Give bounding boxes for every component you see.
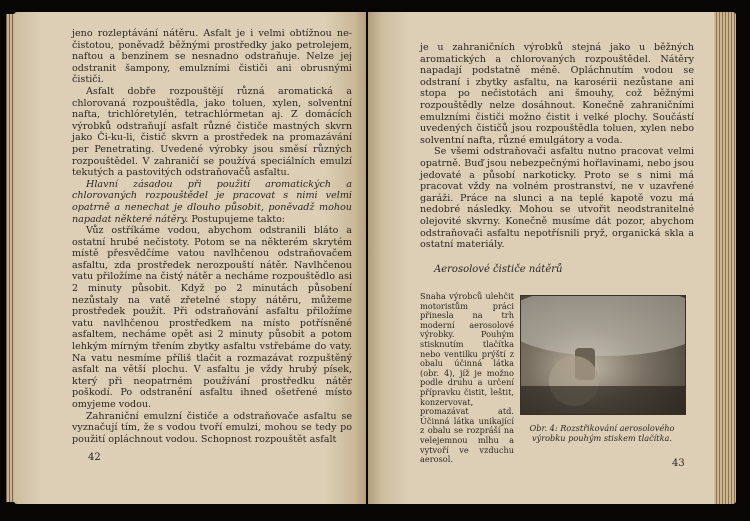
right-page-edges: [714, 12, 736, 504]
section-heading: Aerosolové čističe nátěrů: [434, 264, 563, 275]
right-page: [368, 12, 714, 504]
right-page-body: [420, 42, 694, 251]
photo-car-body: [520, 295, 686, 356]
left-page-number: 42: [88, 452, 101, 463]
left-page-body: [72, 28, 352, 445]
left-paragraph-3: [72, 179, 352, 225]
right-paragraph-2: Se všemi odstraňovači asfaltu nutno pracovat velmi opatrně. Buď jsou nebezpečnými hořlavinami, nebo jsou jedovaté a působí narkoticky. Proto se s nimi má pracovat vždy na volném prostranství, ne v uzavřené garáži. Práce na slunci a na teplé kapotě vozu má nedobré následky. Mohou se utvořit neodstranitelné olejovité skvrny. Konečně musíme dát pozor, abychom odstraňovači asfaltu nepotřísnili pryž, organická skla a ostatní materiály.: [420, 146, 694, 251]
aerosol-description: Snaha výrobců ulehčit motoristům práci přinesla na trh moderní aerosolové výrobky. Pouhým stisknutím tlačítka nebo ventilku prýští z obalu účinná látka (obr. 4), jíž je možno podle druhu a určení přípravku čistit, leštit, konzervovat, promazávat atd. Účinná látka unikající z obalu se rozpráší na velejemnou mlhu a vytvoří ve vzduchu aerosol.: [420, 291, 514, 465]
figure-photo: [520, 295, 686, 415]
left-paragraph-5: Zahraniční emulzní čističe a odstraňovače asfaltu se vyznačují tím, že s vodou tvoří emulzi, mohou se tedy po použití opláchnout vodou. Schopnost rozpouštět asfalt: [72, 410, 352, 445]
left-paragraph-1: jeno rozleptávání nátěru. Asfalt je i velmi obtížnou ne-čistotou, poněvadž běžnými prostředky jako petrolejem, naftou a benzínem se nesnadno odstraňuje. Nelze jej odstranit šampony, emulzními čističi ani obrusnými čističi.: [72, 28, 352, 86]
left-paragraph-3-italic: Hlavní zásadou při použití aromatických a chlorovaných rozpouštědel je pracovat s nimi velmi opatrně a nenechat je dlouho působit, poněvadž mohou napadat některé nátěry.: [72, 178, 352, 225]
left-paragraph-4: Vůz ostříkáme vodou, abychom odstranili bláto a ostatní hrubé nečistoty. Potom se na některém skrytém místě přesvědčíme vatou navlhčenou odstraňovačem asfaltu, zda prostředek nerozpouští nátěr. Navlhčenou vatu přiložíme na čistý nátěr a necháme rozpouštědlo asi 2 minuty působit. Když po 2 minutách působení nezůstaly na vatě zřetelné stopy nátěru, můžeme prostředek použít. Při odstraňování asfaltu přiložíme vatu navlhčenou prostředkem na místo potřísněné asfaltem, necháme opět asi 2 minuty působit a potom lehkým mírným třením zbytky asfaltu vstřebáme do vaty. Na vatu nesmíme příliš tlačit a rozmazávat rozpuštěný asfalt na větší plochu. V asfaltu je vždy hrubý písek, který při neopatrném používání prostředku nátěr poškodí. Po odstranění asfaltu ihned ošetřené místo omyjeme vodou.: [72, 225, 352, 410]
left-paragraph-2: Asfalt dobře rozpouštějí různá aromatická a chlorovaná rozpouštědla, jako toluen, xylen, solventní nafta, trichlóretylén, tetrachlórmetan aj. Z domácích výrobků odstraňují asfalt různé čističe mastných skvrn jako Či-ku-li, čistič skvrn a prostředek na promazávání per Penetrating. Uvedené výrobky jsou směsí různých rozpouštědel. V zahraničí se používá speciálních emulzí tekutých a pastovitých odstraňovačů asfaltu.: [72, 85, 352, 179]
left-page: [14, 12, 366, 504]
figure-caption: Obr. 4: Rozstřikování aerosolového výrobku pouhým stiskem tlačítka.: [529, 423, 675, 443]
left-paragraph-3-tail: Postupujeme takto:: [188, 213, 286, 225]
photo-shadow: [521, 386, 685, 415]
book-spread: [6, 4, 744, 516]
right-paragraph-1: je u zahraničních výrobků stejná jako u běžných aromatických a chlorovaných rozpouštědel. Nátěry napadají podstatně méně. Opláchnutím vodou se odstraní i zbytky asfaltu, na karosérii nezůstane ani stopa po nečistotách ani šmouhy, což běžnými rozpouštědly nelze dosáhnout. Konečně zahraničními emulzními čističi možno čistit i velké plochy. Součástí uvedených čističů jsou rozpouštědla toluen, xylen nebo solventní nafta, různé emulgátory a voda.: [420, 42, 694, 146]
right-page-number: 43: [672, 458, 685, 469]
